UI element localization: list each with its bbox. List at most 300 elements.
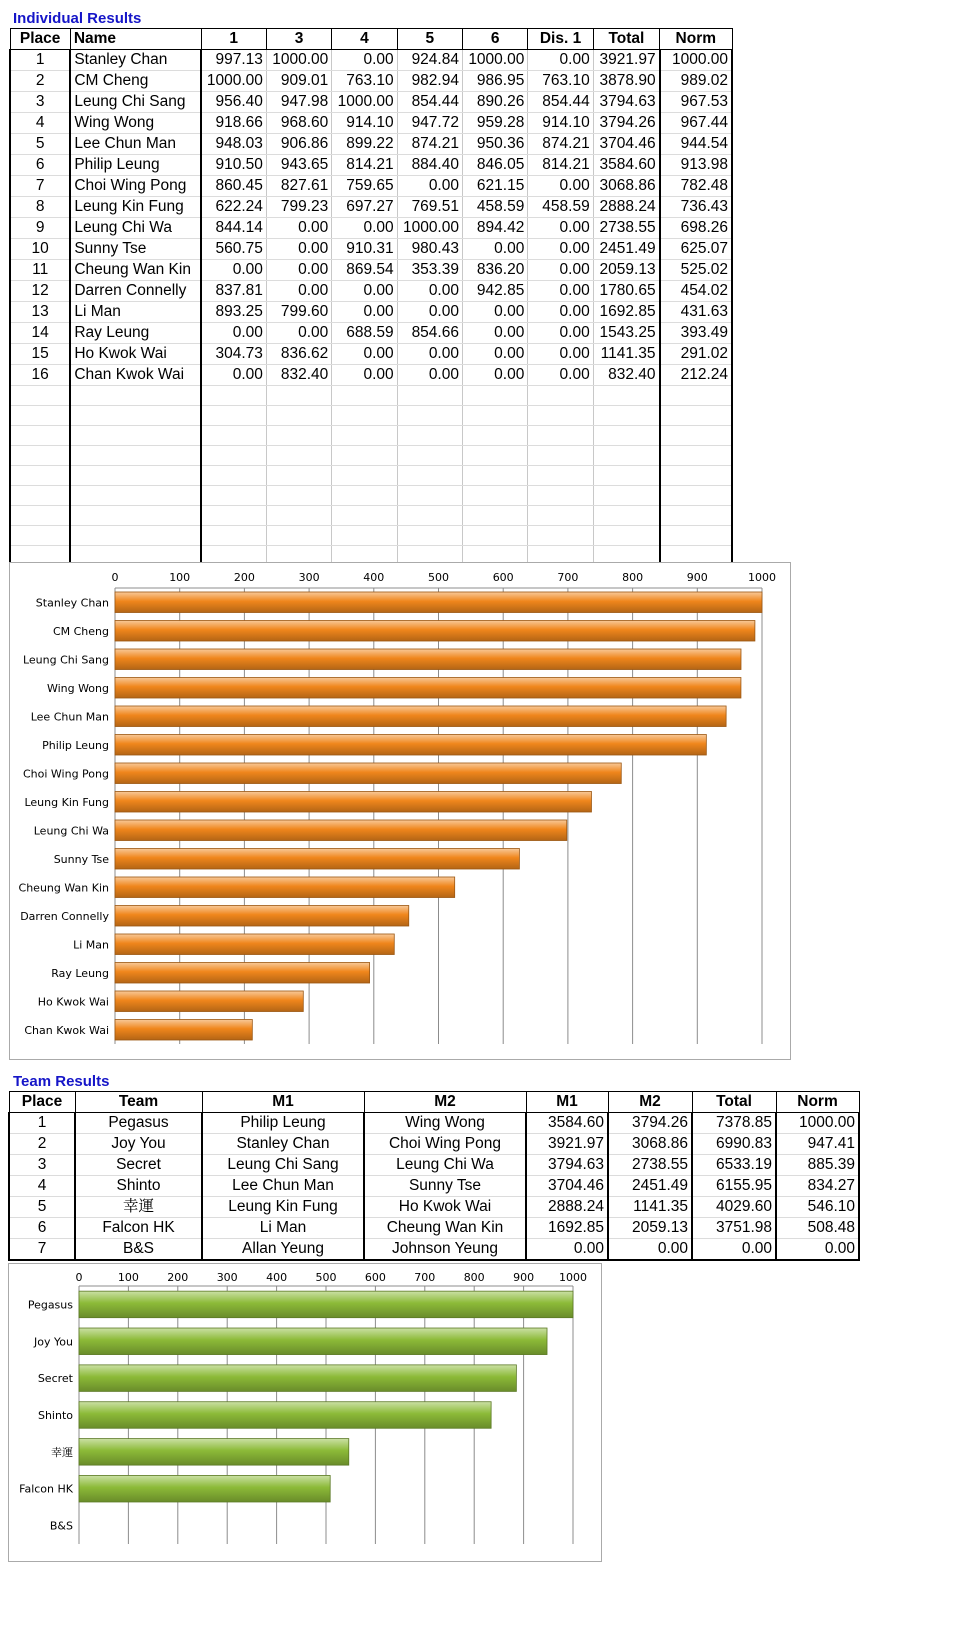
- team-table-cell: 3794.26: [608, 1113, 692, 1134]
- ind-table-cell: Cheung Wan Kin: [70, 260, 201, 281]
- ind-table-cell: 0.00: [201, 323, 266, 344]
- x-tick-label: 700: [414, 1271, 436, 1284]
- ind-table-cell: 1000.00: [266, 50, 331, 71]
- ind-table-cell: [266, 426, 331, 446]
- bar: [115, 877, 455, 898]
- ind-table-cell: [332, 466, 397, 486]
- ind-table-cell: 0.00: [528, 344, 593, 365]
- ind-table-cell: 304.73: [201, 344, 266, 365]
- ind-table-cell: [660, 526, 732, 546]
- team-table-row: [9, 1197, 859, 1218]
- x-tick-label: 400: [363, 571, 385, 584]
- ind-table-cell: [660, 386, 732, 406]
- ind-table-cell: 0.00: [462, 365, 527, 386]
- ind-table-cell: 890.26: [462, 92, 527, 113]
- ind-table-cell: 458.59: [462, 197, 527, 218]
- team-table-cell: 3751.98: [692, 1218, 776, 1239]
- team-table-cell: 4: [9, 1176, 75, 1197]
- category-label: Leung Chi Sang: [22, 653, 109, 667]
- ind-table-row: [10, 386, 732, 406]
- ind-table-cell: 763.10: [528, 71, 593, 92]
- x-tick-label: 600: [492, 571, 514, 584]
- team-table-cell: Sunny Tse: [364, 1176, 526, 1197]
- ind-table-cell: 625.07: [660, 239, 732, 260]
- team-col-header: M1: [526, 1092, 608, 1113]
- ind-table-cell: 698.26: [660, 218, 732, 239]
- x-tick-label: 100: [117, 1271, 139, 1284]
- ind-table-cell: [462, 426, 527, 446]
- team-table-cell: Cheung Wan Kin: [364, 1218, 526, 1239]
- ind-table-row: [10, 113, 732, 134]
- ind-table-row: [10, 197, 732, 218]
- x-tick-label: 200: [167, 1271, 189, 1284]
- ind-table-cell: 944.54: [660, 134, 732, 155]
- team-table-cell: 2888.24: [526, 1197, 608, 1218]
- ind-table-cell: 827.61: [266, 176, 331, 197]
- ind-table-cell: 0.00: [397, 365, 462, 386]
- ind-table-cell: 8: [10, 197, 70, 218]
- ind-table-cell: 1: [10, 50, 70, 71]
- ind-table-cell: 910.50: [201, 155, 266, 176]
- ind-table-cell: 7: [10, 176, 70, 197]
- ind-table-cell: 454.02: [660, 281, 732, 302]
- ind-table-cell: 5: [10, 134, 70, 155]
- ind-table-cell: 914.10: [528, 113, 593, 134]
- ind-table-cell: 0.00: [528, 218, 593, 239]
- bar: [79, 1328, 547, 1355]
- ind-table-cell: 1141.35: [593, 344, 659, 365]
- ind-table-cell: 0.00: [528, 323, 593, 344]
- ind-table-row: [10, 506, 732, 526]
- team-table-cell: Leung Chi Wa: [364, 1155, 526, 1176]
- ind-table-cell: 942.85: [462, 281, 527, 302]
- bar: [115, 991, 303, 1012]
- ind-table-cell: [660, 446, 732, 466]
- ind-col-header: Name: [70, 29, 201, 50]
- ind-table-cell: 1692.85: [593, 302, 659, 323]
- ind-table-cell: [70, 406, 201, 426]
- ind-table-cell: 1000.00: [201, 71, 266, 92]
- category-label: Wing Wong: [46, 681, 109, 695]
- team-table-cell: Shinto: [75, 1176, 202, 1197]
- team-table-cell: 0.00: [692, 1239, 776, 1261]
- ind-table-cell: 688.59: [332, 323, 397, 344]
- ind-table-cell: 836.62: [266, 344, 331, 365]
- team-table-cell: 3: [9, 1155, 75, 1176]
- ind-table-cell: 832.40: [266, 365, 331, 386]
- ind-table-cell: 0.00: [462, 344, 527, 365]
- ind-table-cell: [593, 526, 659, 546]
- ind-table-cell: 913.98: [660, 155, 732, 176]
- ind-table-cell: 0.00: [266, 239, 331, 260]
- team-col-header: Norm: [776, 1092, 859, 1113]
- team-table-row: [9, 1113, 859, 1134]
- ind-table-cell: [593, 406, 659, 426]
- ind-table-cell: [593, 466, 659, 486]
- team-norm-chart: [8, 1263, 602, 1562]
- ind-table-cell: 814.21: [528, 155, 593, 176]
- ind-table-cell: [528, 526, 593, 546]
- ind-table-cell: Chan Kwok Wai: [70, 365, 201, 386]
- ind-table-row: [10, 239, 732, 260]
- team-col-header: Team: [75, 1092, 202, 1113]
- ind-table-cell: 3068.86: [593, 176, 659, 197]
- ind-table-cell: 884.40: [397, 155, 462, 176]
- bar: [115, 649, 741, 670]
- x-tick-label: 800: [622, 571, 644, 584]
- ind-table-cell: 860.45: [201, 176, 266, 197]
- ind-table-cell: 0.00: [528, 281, 593, 302]
- category-label: Li Man: [73, 938, 109, 952]
- ind-table-cell: 0.00: [332, 218, 397, 239]
- ind-table-cell: [593, 426, 659, 446]
- individual-results-title: Individual Results: [13, 10, 142, 27]
- ind-table-cell: Lee Chun Man: [70, 134, 201, 155]
- ind-table-cell: 14: [10, 323, 70, 344]
- x-tick-label: 200: [233, 571, 255, 584]
- individual-results-table: [9, 28, 733, 567]
- team-table-cell: 834.27: [776, 1176, 859, 1197]
- ind-table-cell: 854.44: [528, 92, 593, 113]
- ind-table-cell: [593, 446, 659, 466]
- bar: [115, 706, 726, 727]
- ind-table-row: [10, 155, 732, 176]
- ind-table-cell: [397, 406, 462, 426]
- ind-table-cell: 16: [10, 365, 70, 386]
- ind-table-cell: 763.10: [332, 71, 397, 92]
- ind-table-cell: 947.72: [397, 113, 462, 134]
- x-tick-label: 400: [266, 1271, 288, 1284]
- x-tick-label: 800: [463, 1271, 485, 1284]
- x-tick-label: 0: [111, 571, 119, 584]
- team-table-cell: 3584.60: [526, 1113, 608, 1134]
- ind-table-row: [10, 486, 732, 506]
- ind-table-cell: [70, 426, 201, 446]
- ind-table-cell: [266, 386, 331, 406]
- team-table-cell: Choi Wing Pong: [364, 1134, 526, 1155]
- team-table-cell: Leung Kin Fung: [202, 1197, 364, 1218]
- ind-table-cell: 1000.00: [462, 50, 527, 71]
- ind-table-cell: 910.31: [332, 239, 397, 260]
- ind-table-cell: [528, 466, 593, 486]
- ind-table-cell: Choi Wing Pong: [70, 176, 201, 197]
- ind-table-cell: 943.65: [266, 155, 331, 176]
- ind-table-cell: 1780.65: [593, 281, 659, 302]
- team-table-cell: Li Man: [202, 1218, 364, 1239]
- bar: [115, 592, 762, 613]
- team-table-cell: 3704.46: [526, 1176, 608, 1197]
- ind-table-cell: 836.20: [462, 260, 527, 281]
- ind-col-header: 1: [201, 29, 266, 50]
- category-label: Cheung Wan Kin: [18, 881, 109, 895]
- ind-table-cell: [332, 426, 397, 446]
- ind-table-cell: [528, 406, 593, 426]
- ind-table-cell: 458.59: [528, 197, 593, 218]
- team-table-cell: 546.10: [776, 1197, 859, 1218]
- bar: [115, 677, 741, 698]
- bar: [115, 763, 621, 784]
- ind-table-cell: 899.22: [332, 134, 397, 155]
- ind-table-cell: 967.44: [660, 113, 732, 134]
- ind-table-cell: 2888.24: [593, 197, 659, 218]
- x-tick-label: 500: [315, 1271, 337, 1284]
- ind-table-cell: [660, 506, 732, 526]
- ind-table-cell: 967.53: [660, 92, 732, 113]
- team-table-cell: Philip Leung: [202, 1113, 364, 1134]
- ind-table-cell: 0.00: [397, 302, 462, 323]
- ind-table-row: [10, 466, 732, 486]
- team-table-cell: 幸運: [75, 1197, 202, 1218]
- x-tick-label: 300: [216, 1271, 238, 1284]
- bar: [115, 962, 370, 983]
- individual-norm-chart-svg: [10, 563, 790, 1059]
- ind-table-cell: 759.65: [332, 176, 397, 197]
- ind-table-cell: 947.98: [266, 92, 331, 113]
- ind-table-cell: 918.66: [201, 113, 266, 134]
- ind-table-cell: [266, 506, 331, 526]
- ind-table-cell: [397, 506, 462, 526]
- ind-table-cell: [10, 386, 70, 406]
- ind-table-cell: [201, 466, 266, 486]
- ind-table-cell: 924.84: [397, 50, 462, 71]
- ind-table-cell: 0.00: [528, 302, 593, 323]
- team-table-cell: Lee Chun Man: [202, 1176, 364, 1197]
- team-table-cell: 885.39: [776, 1155, 859, 1176]
- ind-table-cell: [397, 386, 462, 406]
- ind-table-cell: 854.44: [397, 92, 462, 113]
- ind-table-cell: [528, 426, 593, 446]
- bar: [79, 1475, 330, 1502]
- ind-table-cell: [266, 446, 331, 466]
- ind-table-cell: 622.24: [201, 197, 266, 218]
- ind-table-cell: 0.00: [332, 302, 397, 323]
- ind-table-cell: [397, 526, 462, 546]
- team-table-row: [9, 1176, 859, 1197]
- category-label: CM Cheng: [52, 624, 109, 638]
- ind-table-cell: 3: [10, 92, 70, 113]
- ind-table-cell: 0.00: [332, 50, 397, 71]
- ind-table-cell: [70, 506, 201, 526]
- team-table-cell: Secret: [75, 1155, 202, 1176]
- ind-table-cell: [528, 506, 593, 526]
- ind-table-cell: 2059.13: [593, 260, 659, 281]
- team-table-cell: 6990.83: [692, 1134, 776, 1155]
- ind-table-cell: Stanley Chan: [70, 50, 201, 71]
- ind-table-cell: 0.00: [528, 50, 593, 71]
- ind-table-cell: [397, 426, 462, 446]
- ind-table-row: [10, 218, 732, 239]
- team-header-row: [9, 1092, 859, 1113]
- ind-table-cell: Leung Kin Fung: [70, 197, 201, 218]
- ind-table-cell: [528, 446, 593, 466]
- ind-table-cell: 1000.00: [660, 50, 732, 71]
- ind-table-cell: Philip Leung: [70, 155, 201, 176]
- ind-table-row: [10, 406, 732, 426]
- ind-col-header: Total: [593, 29, 659, 50]
- ind-table-cell: 431.63: [660, 302, 732, 323]
- ind-table-cell: [462, 526, 527, 546]
- team-col-header: Place: [9, 1092, 75, 1113]
- ind-table-cell: 894.42: [462, 218, 527, 239]
- ind-table-cell: [266, 486, 331, 506]
- ind-table-cell: [528, 386, 593, 406]
- x-tick-label: 900: [686, 571, 708, 584]
- ind-table-cell: [201, 386, 266, 406]
- ind-table-cell: 1000.00: [332, 92, 397, 113]
- ind-table-cell: 3878.90: [593, 71, 659, 92]
- category-label: Ray Leung: [51, 966, 109, 980]
- ind-table-cell: 0.00: [462, 239, 527, 260]
- ind-table-cell: 0.00: [397, 281, 462, 302]
- category-label: 幸運: [51, 1445, 73, 1459]
- ind-table-cell: 0.00: [528, 176, 593, 197]
- x-tick-label: 100: [169, 571, 191, 584]
- ind-table-cell: 1000.00: [397, 218, 462, 239]
- team-results-table: [8, 1091, 860, 1261]
- ind-table-cell: 799.23: [266, 197, 331, 218]
- ind-table-cell: 0.00: [528, 260, 593, 281]
- ind-col-header: Dis. 1: [528, 29, 593, 50]
- x-tick-label: 700: [557, 571, 579, 584]
- ind-table-cell: Ray Leung: [70, 323, 201, 344]
- team-table-cell: 2059.13: [608, 1218, 692, 1239]
- team-table-cell: Pegasus: [75, 1113, 202, 1134]
- ind-table-cell: 0.00: [332, 365, 397, 386]
- ind-table-cell: [201, 526, 266, 546]
- ind-table-cell: 0.00: [462, 323, 527, 344]
- ind-table-row: [10, 365, 732, 386]
- ind-table-cell: [332, 446, 397, 466]
- ind-table-cell: [332, 506, 397, 526]
- team-table-cell: 2: [9, 1134, 75, 1155]
- ind-col-header: 4: [332, 29, 397, 50]
- team-norm-chart-svg: [9, 1264, 601, 1561]
- team-table-cell: 3921.97: [526, 1134, 608, 1155]
- ind-table-cell: [462, 486, 527, 506]
- ind-table-row: [10, 446, 732, 466]
- ind-table-cell: 769.51: [397, 197, 462, 218]
- category-label: B&S: [49, 1519, 73, 1533]
- ind-table-cell: 0.00: [332, 281, 397, 302]
- ind-table-cell: 846.05: [462, 155, 527, 176]
- ind-table-cell: [10, 486, 70, 506]
- individual-header-row: [10, 29, 732, 50]
- ind-table-cell: Leung Chi Wa: [70, 218, 201, 239]
- category-label: Leung Chi Wa: [33, 824, 109, 838]
- ind-table-cell: Ho Kwok Wai: [70, 344, 201, 365]
- team-col-header: Total: [692, 1092, 776, 1113]
- team-table-cell: 947.41: [776, 1134, 859, 1155]
- ind-table-cell: [332, 386, 397, 406]
- ind-table-cell: [332, 486, 397, 506]
- ind-table-cell: [10, 406, 70, 426]
- ind-table-cell: 4: [10, 113, 70, 134]
- ind-table-cell: 854.66: [397, 323, 462, 344]
- category-label: Secret: [37, 1372, 73, 1386]
- team-table-cell: 1000.00: [776, 1113, 859, 1134]
- ind-table-cell: [10, 446, 70, 466]
- ind-table-cell: [70, 486, 201, 506]
- ind-table-cell: 968.60: [266, 113, 331, 134]
- ind-table-row: [10, 50, 732, 71]
- category-label: Philip Leung: [42, 738, 109, 752]
- bar: [115, 820, 567, 841]
- category-label: Chan Kwok Wai: [24, 1023, 109, 1037]
- ind-table-cell: 3794.63: [593, 92, 659, 113]
- team-table-cell: Stanley Chan: [202, 1134, 364, 1155]
- ind-table-row: [10, 134, 732, 155]
- ind-col-header: Norm: [660, 29, 732, 50]
- ind-table-cell: 2: [10, 71, 70, 92]
- ind-table-cell: Sunny Tse: [70, 239, 201, 260]
- ind-table-cell: [266, 406, 331, 426]
- ind-table-cell: [462, 446, 527, 466]
- x-tick-label: 600: [364, 1271, 386, 1284]
- category-label: Ho Kwok Wai: [37, 995, 109, 1009]
- x-tick-label: 500: [428, 571, 449, 584]
- ind-table-cell: [10, 426, 70, 446]
- ind-table-cell: 906.86: [266, 134, 331, 155]
- ind-table-cell: 0.00: [201, 365, 266, 386]
- team-table-cell: 0.00: [526, 1239, 608, 1261]
- bar: [115, 848, 519, 869]
- ind-table-cell: [266, 526, 331, 546]
- team-table-cell: 6533.19: [692, 1155, 776, 1176]
- ind-table-cell: [201, 506, 266, 526]
- ind-table-cell: 291.02: [660, 344, 732, 365]
- x-tick-label: 0: [75, 1271, 83, 1284]
- category-label: Sunny Tse: [53, 852, 109, 866]
- ind-table-row: [10, 92, 732, 113]
- team-table-cell: 3068.86: [608, 1134, 692, 1155]
- ind-table-cell: 3704.46: [593, 134, 659, 155]
- ind-table-cell: [462, 406, 527, 426]
- ind-table-cell: [660, 426, 732, 446]
- ind-table-cell: [593, 506, 659, 526]
- category-label: Leung Kin Fung: [24, 795, 109, 809]
- ind-table-cell: 982.94: [397, 71, 462, 92]
- ind-table-cell: [332, 406, 397, 426]
- ind-table-cell: 0.00: [397, 176, 462, 197]
- ind-table-cell: [462, 466, 527, 486]
- team-table-row: [9, 1239, 859, 1261]
- ind-table-cell: 0.00: [266, 323, 331, 344]
- ind-table-cell: [593, 486, 659, 506]
- ind-table-cell: 986.95: [462, 71, 527, 92]
- ind-table-cell: 0.00: [528, 239, 593, 260]
- team-results-title: Team Results: [13, 1073, 110, 1090]
- team-table-cell: Joy You: [75, 1134, 202, 1155]
- team-table-cell: Allan Yeung: [202, 1239, 364, 1261]
- ind-table-cell: [201, 426, 266, 446]
- ind-table-cell: 621.15: [462, 176, 527, 197]
- team-table-cell: 7: [9, 1239, 75, 1261]
- ind-table-cell: 11: [10, 260, 70, 281]
- x-tick-label: 1000: [559, 1271, 587, 1284]
- team-table-cell: 2451.49: [608, 1176, 692, 1197]
- bar: [115, 905, 409, 926]
- ind-table-cell: 844.14: [201, 218, 266, 239]
- ind-table-row: [10, 526, 732, 546]
- team-table-row: [9, 1218, 859, 1239]
- team-table-cell: 1692.85: [526, 1218, 608, 1239]
- ind-table-cell: [10, 466, 70, 486]
- ind-table-cell: [660, 486, 732, 506]
- ind-table-cell: [528, 486, 593, 506]
- ind-table-cell: [462, 386, 527, 406]
- ind-col-header: 3: [266, 29, 331, 50]
- ind-table-cell: 525.02: [660, 260, 732, 281]
